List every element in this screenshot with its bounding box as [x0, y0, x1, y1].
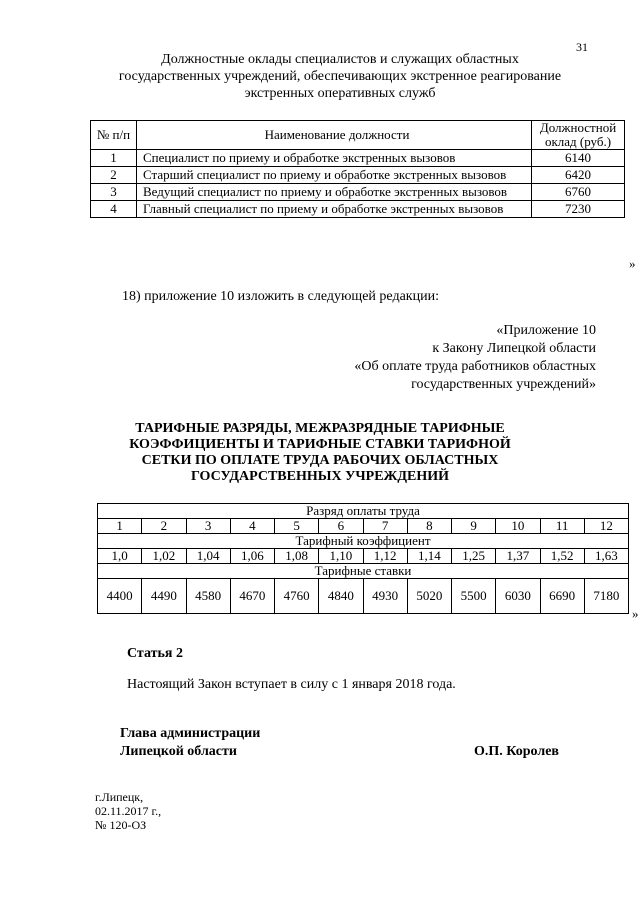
row-salary: 7230: [532, 201, 625, 218]
signatory-name: О.П. Королев: [474, 744, 559, 759]
table-row: [91, 184, 625, 201]
appendix-line: государственных учреждений»: [411, 377, 596, 392]
grade-cell: 8: [407, 519, 451, 534]
grade-cell: 7: [363, 519, 407, 534]
table-row: [91, 150, 625, 167]
rate-cell: 4840: [319, 579, 363, 614]
row-position: Старший специалист по приему и обработке экстренных вызовов: [137, 167, 532, 184]
salary-table-header-row: [91, 121, 625, 150]
rate-cell: 6690: [540, 579, 584, 614]
coef-cell: 1,37: [496, 549, 540, 564]
table-row: [91, 201, 625, 218]
coef-header-row: [98, 534, 629, 549]
row-position: Специалист по приему и обработке экстренных вызовов: [137, 150, 532, 167]
grade-cell: 2: [142, 519, 186, 534]
footer-date: 02.11.2017 г.,: [95, 804, 162, 818]
rate-cell: 4760: [275, 579, 319, 614]
coef-cell: 1,52: [540, 549, 584, 564]
law-text: Настоящий Закон вступает в силу с 1 января 2018 года.: [127, 677, 456, 692]
appendix-line: «Приложение 10: [496, 323, 596, 338]
row-num: 3: [91, 184, 137, 201]
row-num: 1: [91, 150, 137, 167]
grade-header: Разряд оплаты труда: [98, 504, 629, 519]
row-num: 2: [91, 167, 137, 184]
row-salary: 6760: [532, 184, 625, 201]
header-position: Наименование должности: [137, 121, 532, 150]
coef-row: [98, 549, 629, 564]
signatory-title-line: Глава администрации: [120, 726, 261, 741]
footer-law-number: № 120-ОЗ: [95, 818, 147, 832]
rates-header-row: [98, 564, 629, 579]
salary-heading: [80, 51, 600, 102]
salary-heading-line: государственных учреждений, обеспечивающих экстренное реагирование: [118, 69, 562, 84]
grade-cell: 1: [98, 519, 142, 534]
grade-cell: 4: [230, 519, 274, 534]
signatory-title-line: Липецкой области: [120, 744, 237, 759]
grade-cell: 6: [319, 519, 363, 534]
page-number: 31: [576, 40, 588, 54]
coef-cell: 1,04: [186, 549, 230, 564]
row-position: Главный специалист по приему и обработке экстренных вызовов: [137, 201, 532, 218]
row-salary: 6140: [532, 150, 625, 167]
grade-cell: 3: [186, 519, 230, 534]
rate-cell: 5020: [407, 579, 451, 614]
footer-city: г.Липецк,: [95, 790, 144, 804]
tariff-title: [110, 421, 530, 485]
salary-heading-line: Должностные оклады специалистов и служащих областных: [161, 52, 519, 67]
table-row: [91, 167, 625, 184]
article-heading: Статья 2: [127, 646, 183, 661]
rate-cell: 4930: [363, 579, 407, 614]
rates-header: Тарифные ставки: [98, 564, 629, 579]
header-num: № п/п: [91, 121, 137, 150]
rates-row: [98, 579, 629, 614]
coef-cell: 1,25: [452, 549, 496, 564]
salary-table-close-quote: »: [629, 256, 636, 271]
grade-cell: 12: [584, 519, 628, 534]
tariff-title-line: ГОСУДАРСТВЕННЫХ УЧРЕЖДЕНИЙ: [190, 469, 450, 484]
appendix-reference: [354, 322, 596, 394]
grade-cell: 11: [540, 519, 584, 534]
rate-cell: 4670: [230, 579, 274, 614]
salary-heading-line: экстренных оперативных служб: [244, 86, 436, 101]
row-salary: 6420: [532, 167, 625, 184]
footer-info: [95, 790, 161, 832]
coef-cell: 1,63: [584, 549, 628, 564]
tariff-title-line: СЕТКИ ПО ОПЛАТЕ ТРУДА РАБОЧИХ ОБЛАСТНЫХ: [141, 453, 499, 468]
appendix-line: к Закону Липецкой области: [432, 341, 596, 356]
coef-cell: 1,14: [407, 549, 451, 564]
coef-cell: 1,08: [275, 549, 319, 564]
appendix-line: «Об оплате труда работников областных: [354, 359, 596, 374]
coef-cell: 1,10: [319, 549, 363, 564]
rate-cell: 4400: [98, 579, 142, 614]
grade-cell: 5: [275, 519, 319, 534]
rate-cell: 4490: [142, 579, 186, 614]
rate-cell: 4580: [186, 579, 230, 614]
row-position: Ведущий специалист по приему и обработке экстренных вызовов: [137, 184, 532, 201]
header-salary: Должностной оклад (руб.): [532, 121, 625, 150]
coef-cell: 1,12: [363, 549, 407, 564]
grade-cell: 10: [496, 519, 540, 534]
signatory-title: [120, 725, 260, 761]
rate-cell: 5500: [452, 579, 496, 614]
rate-cell: 7180: [584, 579, 628, 614]
tariff-title-line: КОЭФФИЦИЕНТЫ И ТАРИФНЫЕ СТАВКИ ТАРИФНОЙ: [129, 437, 511, 452]
tariff-table-close-quote: »: [632, 606, 639, 621]
salary-table: [90, 120, 625, 218]
coef-header: Тарифный коэффициент: [98, 534, 629, 549]
tariff-title-line: ТАРИФНЫЕ РАЗРЯДЫ, МЕЖРАЗРЯДНЫЕ ТАРИФНЫЕ: [135, 421, 505, 436]
grade-header-row: [98, 504, 629, 519]
coef-cell: 1,06: [230, 549, 274, 564]
amendment-text: 18) приложение 10 изложить в следующей редакции:: [122, 289, 439, 304]
grade-cell: 9: [452, 519, 496, 534]
grade-row: [98, 519, 629, 534]
row-num: 4: [91, 201, 137, 218]
coef-cell: 1,0: [98, 549, 142, 564]
tariff-table: [97, 503, 629, 614]
rate-cell: 6030: [496, 579, 540, 614]
coef-cell: 1,02: [142, 549, 186, 564]
